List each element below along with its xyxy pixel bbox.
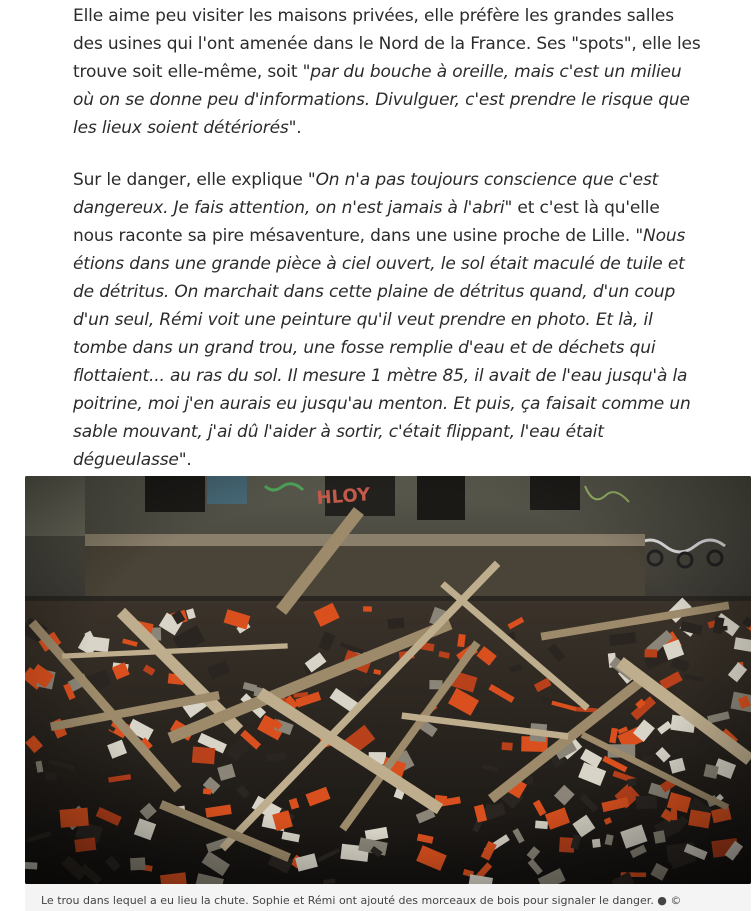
text-run-4: ". (178, 450, 192, 470)
paragraph-2 (73, 166, 703, 474)
debris-photo[interactable] (25, 476, 751, 884)
paragraph-1 (73, 2, 703, 142)
text-run-0: Sur le danger, elle explique " (73, 170, 316, 190)
photo-caption: Le trou dans lequel a eu lieu la chute. Sophie et Rémi ont ajouté des morceaux de bois pour signaler le danger. ● © (41, 894, 682, 907)
quote-text-1: On n'a pas toujours conscience que c'est dangereux. Je fais attention, on n'est jamais à l'abri (73, 170, 659, 218)
debris-photo-illustration (25, 476, 751, 884)
article-figure (25, 476, 751, 911)
text-run-0: Elle aime peu visiter les maisons privées, elle préfère les grandes salles des usines qui l'ont amenée dans le Nord de la France. Ses "spots", elle les trouve soit elle-même, soit " (73, 6, 701, 82)
text-run-2: " et c'est là qu'elle nous raconte sa pire mésaventure, dans une usine proche de Lille. " (73, 198, 660, 246)
quote-text-1: par du bouche à oreille, mais c'est un milieu où on se donne peu d'informations. Divulguer, c'est prendre le risque que les lieux soient détériorés (73, 62, 690, 138)
quote-text-3: Nous étions dans une grande pièce à ciel ouvert, le sol était maculé de tuile et de détritus. On marchait dans cette plaine de détritus quand, d'un coup d'un seul, Rémi voit une peinture qu'il veut prendre en photo. Et là, il tombe dans un grand trou, une fosse remplie d'eau et de déchets qui flottaient... au ras du sol. Il mesure 1 mètre 85, il avait de l'eau jusqu'à la poitrine, moi j'en aurais eu jusqu'au menton. Et puis, ça faisait comme un sable mouvant, j'ai dû l'aider à sortir, c'était flippant, l'eau était dégueulasse (73, 226, 691, 470)
text-run-2: ". (288, 118, 302, 138)
